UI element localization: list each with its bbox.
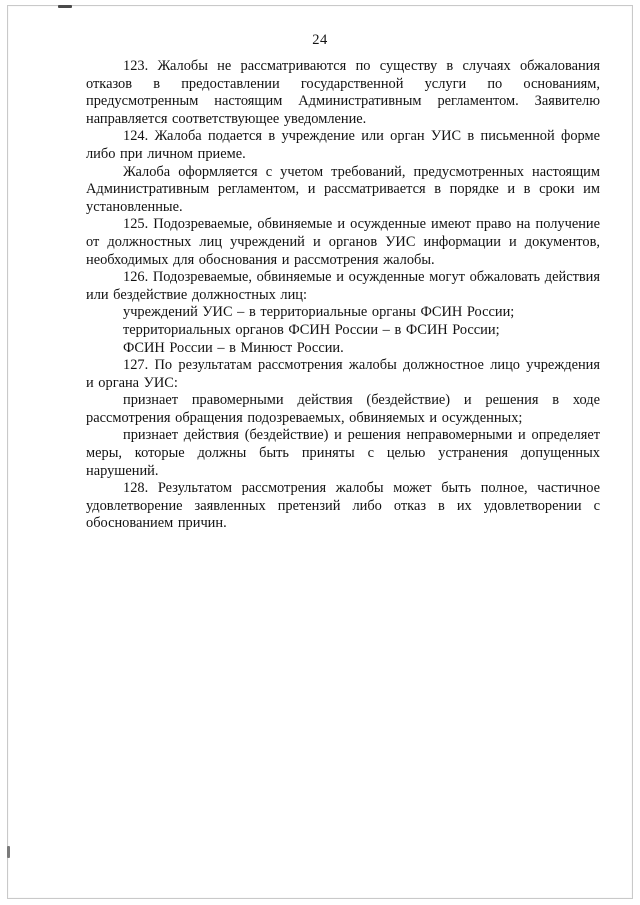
page-number: 24 <box>312 32 328 48</box>
paragraph-126: 126. Подозреваемые, обвиняемые и осужденные могут обжаловать действия или бездействие должностных лиц: <box>86 269 600 303</box>
document-body <box>86 58 600 533</box>
page <box>7 5 633 899</box>
paragraph-126-item-1: учреждений УИС – в территориальные органы ФСИН России; <box>123 304 515 321</box>
paragraph-126-item-2: территориальных органов ФСИН России – в ФСИН России; <box>123 321 500 338</box>
paragraph-126-item-3: ФСИН России – в Минюст России. <box>123 339 344 356</box>
paragraph-124-note: Жалоба оформляется с учетом требований, предусмотренных настоящим Административным регламентом, и рассматривается в порядке и в сроки им установленные. <box>86 163 600 215</box>
scan-artifact-top <box>58 5 72 8</box>
paragraph-127: 127. По результатам рассмотрения жалобы должностное лицо учреждения и органа УИС: <box>86 357 600 391</box>
paragraph-125: 125. Подозреваемые, обвиняемые и осужденные имеют право на получение от должностных лиц учреждений и органов УИС информации и документов, необходимых для обоснования и рассмотрения жалобы. <box>86 216 600 268</box>
paragraph-127-item-1: признает правомерными действия (бездействие) и решения в ходе рассмотрения обращения подозреваемых, обвиняемых и осужденных; <box>86 392 600 426</box>
paragraph-127-item-2: признает действия (бездействие) и решения неправомерными и определяет меры, которые должны быть приняты с целью устранения допущенных нарушений. <box>86 427 600 479</box>
scan-artifact-left <box>7 846 10 858</box>
paragraph-123: 123. Жалобы не рассматриваются по существу в случаях обжалования отказов в предоставлении государственной услуги по основаниям, предусмотренным настоящим Административным регламентом. Заявителю направляется соответствующее уведомление. <box>86 58 600 127</box>
paragraph-124: 124. Жалоба подается в учреждение или орган УИС в письменной форме либо при личном приеме. <box>86 128 600 162</box>
paragraph-128: 128. Результатом рассмотрения жалобы может быть полное, частичное удовлетворение заявленных претензий либо отказ в их удовлетворении с обоснованием причин. <box>86 480 600 532</box>
